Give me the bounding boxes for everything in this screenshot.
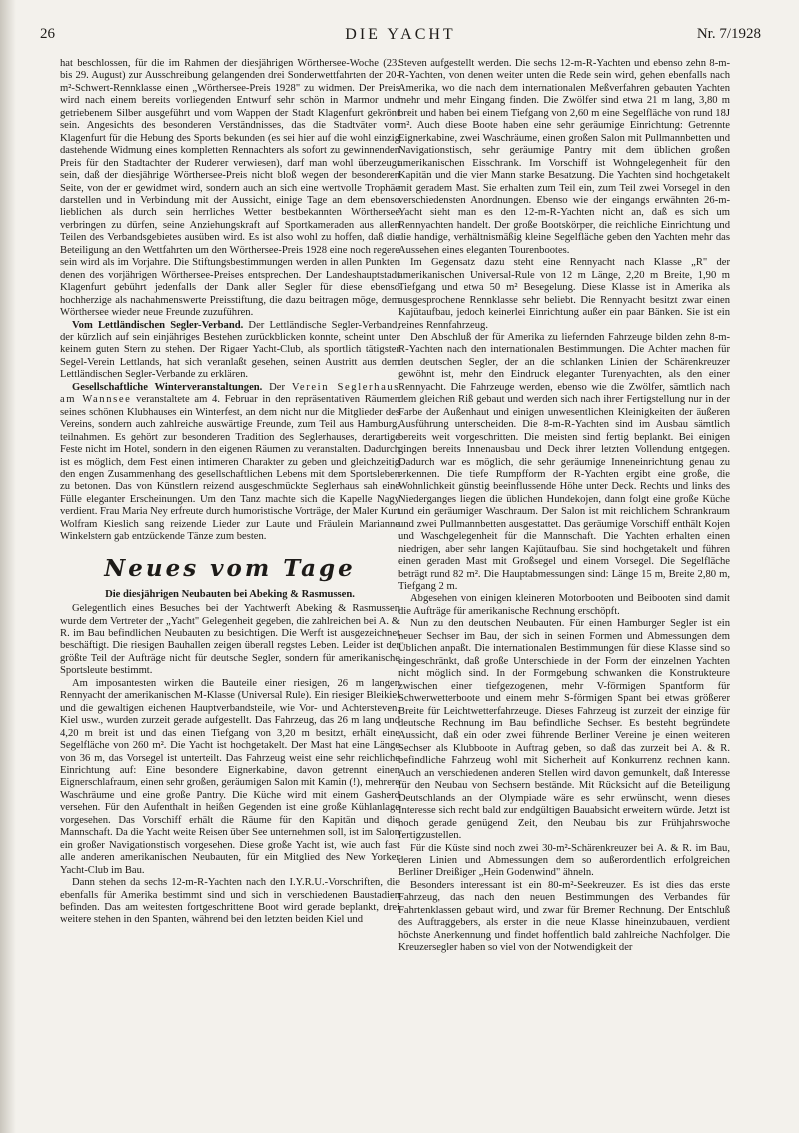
paragraph — [60, 320, 400, 382]
paragraph — [60, 382, 400, 544]
page-fold-shadow — [0, 0, 16, 1133]
left-column — [60, 58, 400, 927]
page-header — [40, 26, 761, 48]
paragraph: Im Gegensatz dazu steht eine Rennyacht nach Klasse „R" der amerikanischen Universal-Rule von 12 m Länge, 2,20 m Breite, 1,90 m Tiefgang und etwa 50 m² Besegelung. Diese Klasse ist in Amerika als ausgesprochene Rennklasse sehr beliebt. Die Rennyacht besitzt zwar einen Kajütaufbau, jedoch keinerlei Einrichtung außer ein paar Bänken. Sie ist ein reines Rennfahrzeug. — [398, 257, 730, 331]
section-title: Neues vom Tage — [104, 554, 356, 582]
paragraph: hat beschlossen, für die im Rahmen der diesjährigen Wörthersee-Woche (23. bis 29. August) zur Ausschreibung gelangenden drei Sonderwettfahrten der 20-m²-Schwert-Rennklasse einen „Wörthersee-Preis 1928" zu widmen. Der Preis wird nach einem bereits vorliegenden Entwurf sehr schön in Marmor und getriebenem Silber ausgeführt und vom Wappen der Stadt Klagenfurt gekrönt sein. Angesichts des besonderen Verständnisses, das die Stadtväter von Klagenfurt für die Hebung des Sports bekunden (es sei hier auf die wohl einzig dastehende Widmung eines kompletten Rennachters als sofort zu gewinnenden Preis für den Stadtachter der Ruderer verwiesen), darf man wohl überzeugt sein, daß der diesjährige Wörthersee-Preis nicht bloß wegen der besonderen Seite, von der er gewidmet wird, sondern auch an sich eine wertvolle Trophäe darstellen und in Verbindung mit der Aussicht, einige Tage an dem ebenso lieblichen als durch sein herrliches Wetter bestbekannten Wörthersee verbringen zu dürfen, seine Anziehungskraft auf Sportkameraden aus allen Teilen des Verbandsgebietes ausüben wird. Es ist also wohl zu hoffen, daß die Beteiligung an den Wettfahrten um den Wörthersee-Preis 1928 eine noch regere sein wird als im Vorjahre. Die Stiftungsbestimmungen werden in allen Punkten denen des vorjährigen Wörthersee-Preises entsprechen. Der Landeshauptstadt Klagenfurt gebührt jedenfalls der Dank aller Segler für diese ebenso hochherzige als nachahmenswerte Preisstiftung, die dazu beitragen möge, dem Wörthersee wieder neue Freunde zuzuführen. — [60, 58, 400, 319]
paragraph: Gelegentlich eines Besuches bei der Yachtwerft Abeking & Rasmussen wurde dem Vertreter der „Yacht" Gelegenheit gegeben, die zahlreichen bei A. & R. im Bau befindlichen Neubauten zu besichtigen. Die Werft ist ausgezeichnet beschäftigt. Die riesigen Bauhallen zeigen überall regstes Leben. Leider ist der größte Teil der Aufträge nicht für deutsche Segler, sondern für amerikanische Sportsleute bestimmt. — [60, 603, 400, 677]
paragraph-heading: Vom Lettländischen Segler-Verband. — [72, 319, 244, 331]
paragraph: Steven aufgestellt werden. Die sechs 12-m-R-Yachten und ebenso zehn 8-m-R-Yachten, von denen weiter unten die Rede sein wird, gehen ebenfalls nach Amerika, wo die nach dem internationalen Meßverfahren gebauten Yachten mehr und mehr Eingang finden. Die Zwölfer sind etwa 21 m lang, 3,80 m breit und haben bei einem Tiefgang von 2,60 m eine Segelfläche von rund 18J m². Auch diese Boote haben eine sehr geräumige Einrichtung: Getrennte Eignerkabine, zwei Waschräume, einen großen Salon mit Pullmannbetten und Navigationstisch, sehr geräumige Pantry mit dem üblichen großen amerikanischen Eisschrank. Im Vorschiff ist Wohngelegenheit für den Kapitän und die vier Mann starke Besatzung. Die Yachten sind hochgetakelt mit geradem Mast. Sie erhalten zum Teil ein, zum Teil zwei Vorsegel in den verschiedensten Anordnungen. Ebenso wie der eingangs erwähnten 26-m-Yacht sieht man es den 12-m-R-Yachten nicht an, daß es sich um Rennyachten handelt. Der große Bootskörper, die reichliche Einrichtung und die handige, verhältnismäßig kleine Segelfläche geben den Yachten mehr das Aussehen eines eleganten Tourenbootes. — [398, 58, 730, 256]
right-column — [398, 58, 730, 955]
paragraph-text: Der — [262, 381, 292, 393]
paragraph: Für die Küste sind noch zwei 30-m²-Schärenkreuzer bei A. & R. im Bau, deren Linien und Abmessungen dem so außerordentlich erfolgreichen Berliner Dreißiger „Hein Godenwind" ähneln. — [398, 842, 730, 879]
paragraph: Nun zu den deutschen Neubauten. Für einen Hamburger Segler ist ein neuer Sechser im Bau, der sich in seinen Formen und Abmessungen dem Üblichen anpaßt. Die internationalen Bestimmungen für diese Klasse sind so eingeschränkt, daß große Unterschiede in der Form der einzelnen Yachten nicht möglich sind. In der Formgebung schwanken die Konstrukteure zwischen einer tiefgezogenen, mehr V-förmigen Spantform für Schwerwetterboote und einem mehr S-förmigen Spant bei etwas größerer Breite für Leichtwetterfahrzeuge. Dieses Fahrzeug ist zurzeit der einzige für deutsche Rechnung im Bau befindliche Sechser. Es besteht begründete Aussicht, daß ein oder zwei führende Berliner Vereine je einen weiteren Sechser als Klubboote in Auftrag geben, so daß das zurzeit bei A. & R. befindliche Fahrzeug wohl mit Sicherheit auf Konkurrenz rechnen kann. Auch an verschiedenen anderen Stellen wird davon gemunkelt, daß Interesse für den Neubau von Sechsern bestände. Mit Rücksicht auf die Beteiligung Deutschlands an der Olympiade wäre es sehr erwünscht, wenn dieses Interesse sich recht bald zur endgültigen Bauabsicht erweitern würde. Jetzt ist noch gerade genügend Zeit, den Neubau bis zur Frühjahrswoche fertigzustellen. — [398, 618, 730, 842]
paragraph-text: veranstaltete am 4. Februar in den repräsentativen Räumen seines schönen Klubhauses ein Winterfest, an dem nicht nur die Mitglieder des Vereins, sondern auch zahlreiche auswärtige Freunde, zum Teil aus Hamburg, teilnahmen. Es gehört zur besonderen Tradition des Seglerhauses, derartige Feste nicht im Hotel, sondern in den eigenen Räumen zu veranstalten. Dadurch ist es möglich, dem Fest einen intimeren Charakter zu geben und gleichzeitig den engen Zusammenhang des gesellschaftlichen Lebens mit dem Sportsleben zu betonen. Das von Künstlern reizend ausgeschmückte Seglerhaus sah eine Fülle eleganter Erscheinungen. Um den Tanz machte sich die Kapelle Nagy verdient. Frau Maria Ney erfreute durch humoristische Vorträge, der Maler Kurt Wolfram Kieslich sang reizende Lieder zur Laute und Fräulein Marianne Winkelstern gab entzückende Tänze zum besten. — [60, 394, 401, 543]
section-subtitle: Die diesjährigen Neubauten bei Abeking & Rasmussen. — [105, 588, 355, 600]
club-name: Verein Seglerhaus am Wannsee — [60, 381, 400, 406]
paragraph-text: Der Lettländische Segler-Verband, der kürzlich auf sein einjähriges Bestehen zurückblicken konnte, scheint unter keinem guten Stern zu stehen. Der Rigaer Yacht-Club, als sportlich tätigster Segel-Verein Lettlands, hat sich veranlaßt gesehen, seinen Austritt aus dem Lettländischen Segler-Verbande zu erklären. — [60, 319, 400, 381]
page-number: 26 — [40, 26, 55, 42]
paragraph: Besonders interessant ist ein 80-m²-Seekreuzer. Es ist dies das erste Fahrzeug, das nach den neuen Bestimmungen des Verbandes für Fahrtenklassen gebaut wird, und zwar für Bremer Rechnung. Der Entschluß des Auftraggebers, als erster in die neue Klasse hineinzubauen, verdient höchste Anerkennung und findet hoffentlich bald zahlreiche Nachfolger. Die Kreuzersegler haben so viel von der Notwendigkeit der — [398, 879, 730, 954]
paragraph: Am imposantesten wirken die Bauteile einer riesigen, 26 m langen Rennyacht der amerikanischen M-Klasse (Universal Rule). Ein riesiger Bleikiel und die gewaltigen eichenen Hauptverbandsteile, wie Vor- und Achtersteven, Kiel usw., wurden zurzeit gerade aufgestellt. Das Fahrzeug, das 26 m lang und 4,20 m breit ist und das einen Tiefgang von 3,20 m besitzt, erhält eine Segelfläche von 260 m². Die Yacht ist hochgetakelt. Der Mast hat eine Länge von 36 m, das Vorsegel ist unterteilt. Das Fahrzeug weist eine sehr reichliche Einrichtung auf: Eine besondere Eignerkabine, davon getrennt einen Eignerschlafraum, einen sehr großen, geräumigen Salon mit Kamin (!), mehrere Waschräume und eine große Pantry. Die Küche wird mit einem Gasherd versehen. Für den Aufenthalt in heißen Gegenden ist eine große Kühlanlage vorgesehen. Das Vorschiff erhält die Räume für den Kapitän und die Mannschaft. Da die Yacht weite Reisen über See unternehmen soll, ist im Salon ein großer Navigationstisch vorgesehen. Diese große Yacht ist, wie auch fast alle anderen amerikanischen Neubauten, für ein Mitglied des New Yorker Yacht-Club im Bau. — [60, 677, 400, 876]
paragraph: Den Abschluß der für Amerika zu liefernden Fahrzeuge bilden zehn 8-m-R-Yachten nach den internationalen Bestimmungen. Die Achter machen für den deutschen Segler, der an die schlanken Linien der Schärenkreuzer gewöhnt ist, mehr den Eindruck eleganter Turenyachten, als den einer Rennyacht. Die Fahrzeuge werden, ebenso wie die Zwölfer, sämtlich nach dem gleichen Riß gebaut und werden sich nach ihrer Fertigstellung nur in der Farbe der Außenhaut und einigen unwesentlichen Kleinigkeiten der äußeren Ausführung unterscheiden. Die 8-m-R-Yachten sind im Ausbau sämtlich bereits weit vorgeschritten. Die meisten sind fertig beplankt. Bei einigen gingen bereits Innenausbau und Deck ihrer letzten Vollendung entgegen. Dadurch war es möglich, die sehr geräumige Inneneinrichtung genau zu erkennen. Die tiefe Rumpfform der R-Yachten ergibt eine große, die Wohnlichkeit günstig beeinflussende Höhe unter Deck. Rechts und links des Niederganges liegen die üblichen Hundekojen, dann folgt eine große Küche und ein geräumiger Waschraum. Der Salon ist mit reichlichem Schrankraum und zwei Pullmannbetten ausgestattet. Das geräumige Vorschiff enthält Kojen und Waschgelegenheit für die Mannschaft. Die Yachten erhalten einen niedrigen, aber sehr langen Kajütaufbau. Sie sind hochgetakelt und führen einen geraden Mast mit Großsegel und einem Vorsegel. Die Segelfläche beträgt rund 82 m². Die Hauptabmessungen sind: Länge 15 m, Breite 2,80 m, Tiefgang 2 m. — [398, 331, 730, 593]
paragraph: Dann stehen da sechs 12-m-R-Yachten nach den I.Y.R.U.-Vorschriften, die ebenfalls für Amerika bestimmt sind und sich in verschiedenen Baustadien befinden. Das am weitesten fortgeschrittene Boot wird gerade beplankt, drei weitere stehen in den Spanten, während bei den letzten beiden Kiel und — [60, 877, 400, 926]
paragraph: Abgesehen von einigen kleineren Motorbooten und Beibooten sind damit die Aufträge für amerikanische Rechnung erschöpft. — [398, 593, 730, 617]
magazine-title: DIE YACHT — [345, 26, 456, 43]
paragraph-heading: Gesellschaftliche Winterveranstaltungen. — [72, 381, 263, 393]
issue-number: Nr. 7/1928 — [696, 26, 761, 42]
